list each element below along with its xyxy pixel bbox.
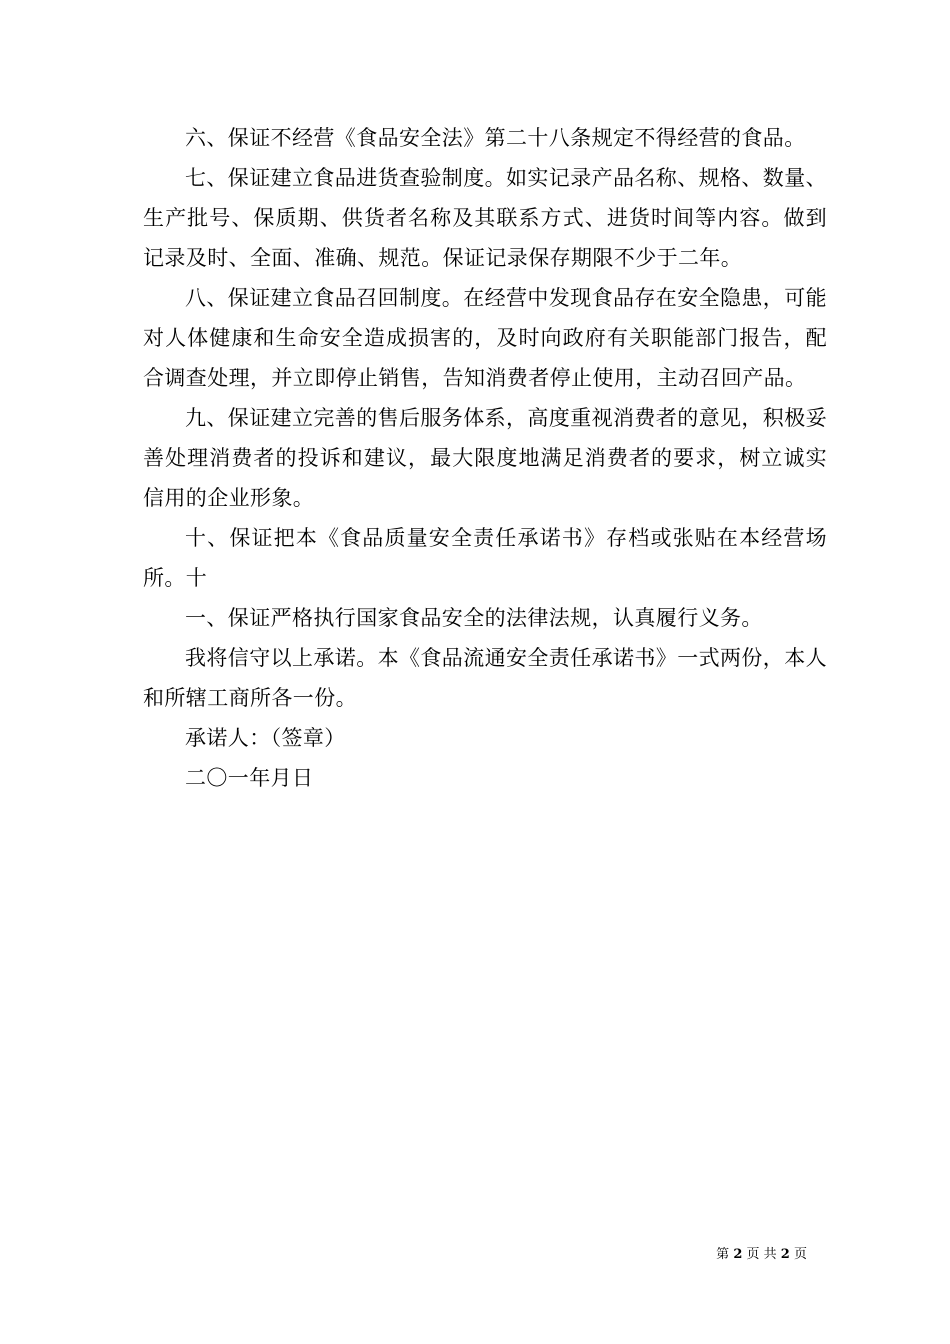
paragraph-item-7: 七、保证建立食品进货查验制度。如实记录产品名称、规格、数量、生产批号、保质期、供货者名称及其联系方式、进货时间等内容。做到记录及时、全面、准确、规范。保证记录保存期限不少于二年。 — [143, 166, 827, 270]
page-prefix: 第 — [716, 1247, 730, 1262]
closing-statement: 我将信守以上承诺。本《食品流通安全责任承诺书》一式两份，本人和所辖工商所各一份。 — [143, 646, 827, 710]
date-line: 二〇一年月日 — [185, 766, 314, 790]
document-body — [143, 118, 827, 798]
paragraph-item-8: 八、保证建立食品召回制度。在经营中发现食品存在安全隐患，可能对人体健康和生命安全造成损害的，及时向政府有关职能部门报告，配合调查处理，并立即停止销售，告知消费者停止使用，主动召回产品。 — [143, 286, 827, 390]
paragraph-item-9: 九、保证建立完善的售后服务体系，高度重视消费者的意见，积极妥善处理消费者的投诉和建议，最大限度地满足消费者的要求，树立诚实信用的企业形象。 — [143, 406, 827, 510]
paragraph-item-10: 十、保证把本《食品质量安全责任承诺书》存档或张贴在本经营场所。十 — [143, 526, 827, 590]
current-page-number: 2 — [733, 1247, 743, 1262]
signatory-line: 承诺人：（签章） — [185, 726, 346, 750]
page-number-footer — [716, 1246, 807, 1264]
total-pages-number: 2 — [780, 1247, 790, 1262]
paragraph-item-6: 六、保证不经营《食品安全法》第二十八条规定不得经营的食品。 — [185, 126, 806, 150]
paragraph-item-11: 一、保证严格执行国家食品安全的法律法规，认真履行义务。 — [185, 606, 763, 630]
page-middle-text: 页 共 — [746, 1247, 777, 1262]
page-suffix: 页 — [793, 1247, 807, 1262]
